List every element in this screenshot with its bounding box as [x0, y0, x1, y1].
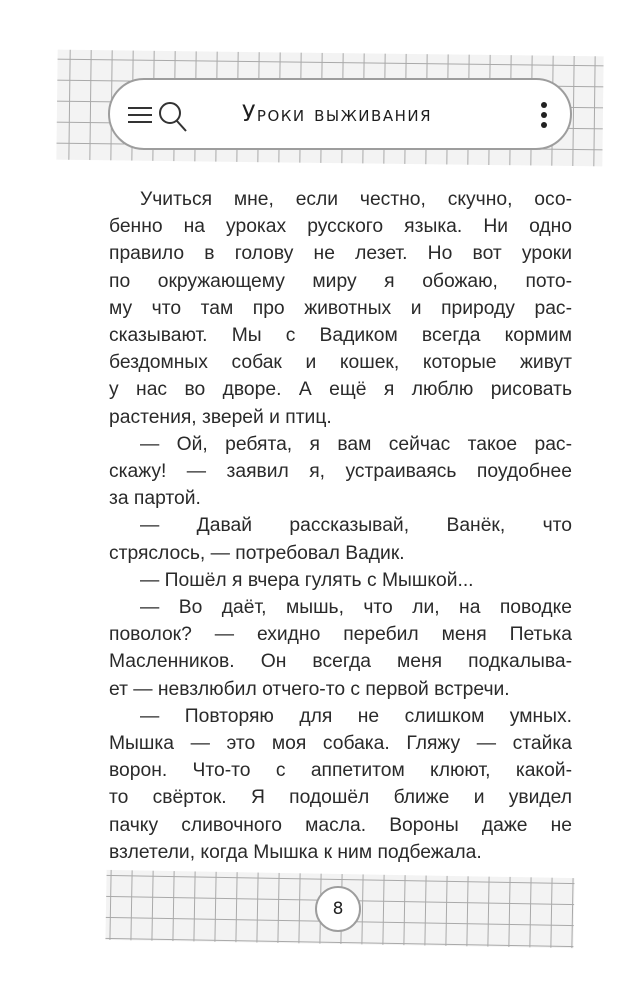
story-text — [109, 186, 572, 866]
page-title: Уроки выживания — [242, 102, 432, 127]
header-bar — [108, 78, 572, 150]
text-line: Мышка — это моя собака. Гляжу — стайка — [109, 733, 572, 755]
text-line: ет — невзлюбил отчего-то с первой встречи. — [109, 678, 510, 700]
text-line: Учиться мне, если честно, скучно, осо- — [140, 189, 572, 210]
text-line: скажу! — заявил я, устраиваясь поудобнее — [109, 461, 572, 483]
text-line: взлетели, когда Мышка к ним подбежала. — [109, 841, 482, 863]
text-line: му что там про животных и природу рас- — [109, 297, 572, 319]
text-line: — Повторяю для не слишком умных. — [140, 705, 572, 727]
text-line: бездомных собак и кошек, которые живут — [109, 352, 572, 374]
text-line: ворон. Что-то с аппетитом клюют, какой- — [109, 760, 572, 782]
text-line: растения, зверей и птиц. — [109, 406, 332, 428]
text-line: — Ой, ребята, я вам сейчас такое рас- — [140, 433, 572, 455]
text-line: пачку сливочного масла. Вороны даже не — [109, 814, 572, 836]
text-line: бенно на уроках русского языка. Ни одно — [109, 216, 572, 238]
page-number-badge: 8 — [315, 886, 361, 932]
more-vertical-icon[interactable] — [540, 102, 548, 130]
hamburger-menu-icon[interactable] — [128, 106, 152, 124]
search-icon[interactable] — [158, 100, 188, 132]
text-line: у нас во дворе. А ещё я люблю рисовать — [109, 379, 572, 401]
text-line: стряслось, — потребовал Вадик. — [109, 542, 405, 564]
text-line: по окружающему миру я обожаю, пото- — [109, 270, 572, 292]
text-line: — Пошёл я вчера гулять с Мышкой... — [140, 569, 474, 591]
text-line: Масленников. Он всегда меня подкалыва- — [109, 651, 572, 673]
text-line: то свёрток. Я подошёл ближе и увидел — [109, 787, 572, 809]
text-line: поволок? — ехидно перебил меня Петька — [109, 624, 572, 646]
text-line: — Во даёт, мышь, что ли, на поводке — [140, 597, 572, 619]
text-line: правило в голову не лезет. Но вот уроки — [109, 243, 572, 265]
text-line: за партой. — [109, 488, 201, 510]
text-line: сказывают. Мы с Вадиком всегда кормим — [109, 325, 572, 347]
text-line: — Давай рассказывай, Ванёк, что — [140, 515, 572, 537]
